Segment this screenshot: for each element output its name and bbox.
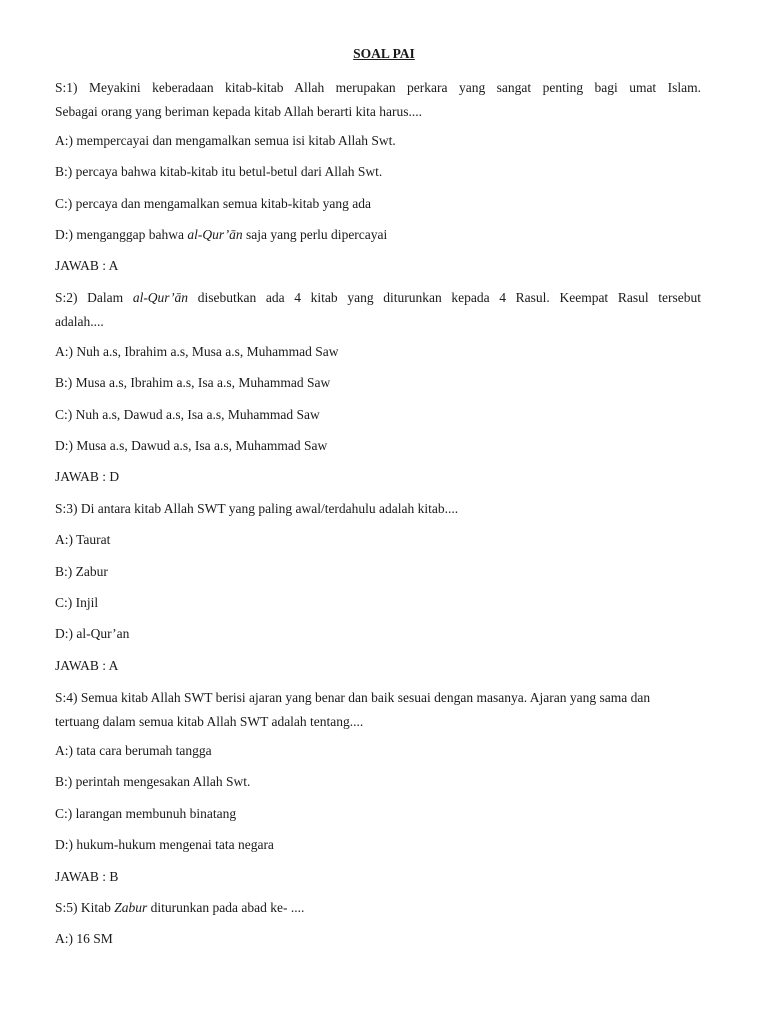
question-1-option-a: A:) mempercayai dan mengamalkan semua isi kitab Allah Swt.: [55, 133, 396, 148]
question-1-option-d-pre: D:) menganggap bahwa: [55, 227, 188, 242]
question-2-option-d: D:) Musa a.s, Dawud a.s, Isa a.s, Muhammad Saw: [55, 438, 328, 453]
question-2-line-1-post: disebutkan ada 4 kitab yang diturunkan kepada 4 Rasul. Keempat Rasul tersebut: [188, 290, 701, 305]
document-title: SOAL PAI: [353, 46, 415, 61]
question-2-line-1-pre: S:2) Dalam: [55, 290, 133, 305]
question-4-option-d: D:) hukum-hukum mengenai tata negara: [55, 837, 274, 852]
question-4-line-2: tertuang dalam semua kitab Allah SWT adalah tentang....: [55, 714, 364, 729]
question-1-line-2: Sebagai orang yang beriman kepada kitab Allah berarti kita harus....: [55, 104, 422, 119]
question-3-text: S:3) Di antara kitab Allah SWT yang paling awal/terdahulu adalah kitab....: [55, 501, 459, 516]
question-1-option-d-post: saja yang perlu dipercayai: [242, 227, 388, 242]
question-1-option-d: [55, 225, 701, 245]
question-3-option-d: D:) al-Qur’an: [55, 626, 130, 641]
question-4-option-c: C:) larangan membunuh binatang: [55, 806, 237, 821]
question-2-line-1: [55, 286, 701, 310]
question-1-text: [55, 76, 701, 124]
question-1-answer: JAWAB : A: [55, 258, 119, 273]
question-4-answer: JAWAB : B: [55, 869, 119, 884]
question-1-option-c: C:) percaya dan mengamalkan semua kitab-kitab yang ada: [55, 196, 371, 211]
question-1-line-1: S:1) Meyakini keberadaan kitab-kitab Allah merupakan perkara yang sangat penting bagi umat Islam.: [55, 80, 701, 95]
question-5-line-1-em: Zabur: [114, 900, 148, 915]
question-4-line-1: S:4) Semua kitab Allah SWT berisi ajaran yang benar dan baik sesuai dengan masanya. Ajaran yang sama dan: [55, 690, 651, 705]
question-3-answer: JAWAB : A: [55, 658, 119, 673]
question-5-option-a: A:) 16 SM: [55, 931, 113, 946]
question-1-option-d-em: al-Qur’ān: [187, 227, 243, 242]
question-3-option-c: C:) Injil: [55, 595, 99, 610]
question-4-option-a: A:) tata cara berumah tangga: [55, 743, 212, 758]
question-3-option-a: A:) Taurat: [55, 532, 111, 547]
question-2-option-a: A:) Nuh a.s, Ibrahim a.s, Musa a.s, Muhammad Saw: [55, 344, 339, 359]
question-4-text: [55, 686, 715, 734]
question-2-line-2: adalah....: [55, 314, 104, 329]
question-2-option-b: B:) Musa a.s, Ibrahim a.s, Isa a.s, Muhammad Saw: [55, 375, 331, 390]
question-3-option-b: B:) Zabur: [55, 564, 108, 579]
question-2-text: [55, 286, 701, 334]
question-5-line-1-pre: S:5) Kitab: [55, 900, 115, 915]
question-2-line-1-em: al-Qur’ān: [132, 290, 189, 305]
question-2-option-c: C:) Nuh a.s, Dawud a.s, Isa a.s, Muhammad Saw: [55, 407, 320, 422]
question-2-answer: JAWAB : D: [55, 469, 120, 484]
question-4-option-b: B:) perintah mengesakan Allah Swt.: [55, 774, 251, 789]
question-5-line-1-post: diturunkan pada abad ke- ....: [147, 900, 305, 915]
question-1-option-b: B:) percaya bahwa kitab-kitab itu betul-betul dari Allah Swt.: [55, 164, 383, 179]
question-5-text: [55, 898, 701, 918]
